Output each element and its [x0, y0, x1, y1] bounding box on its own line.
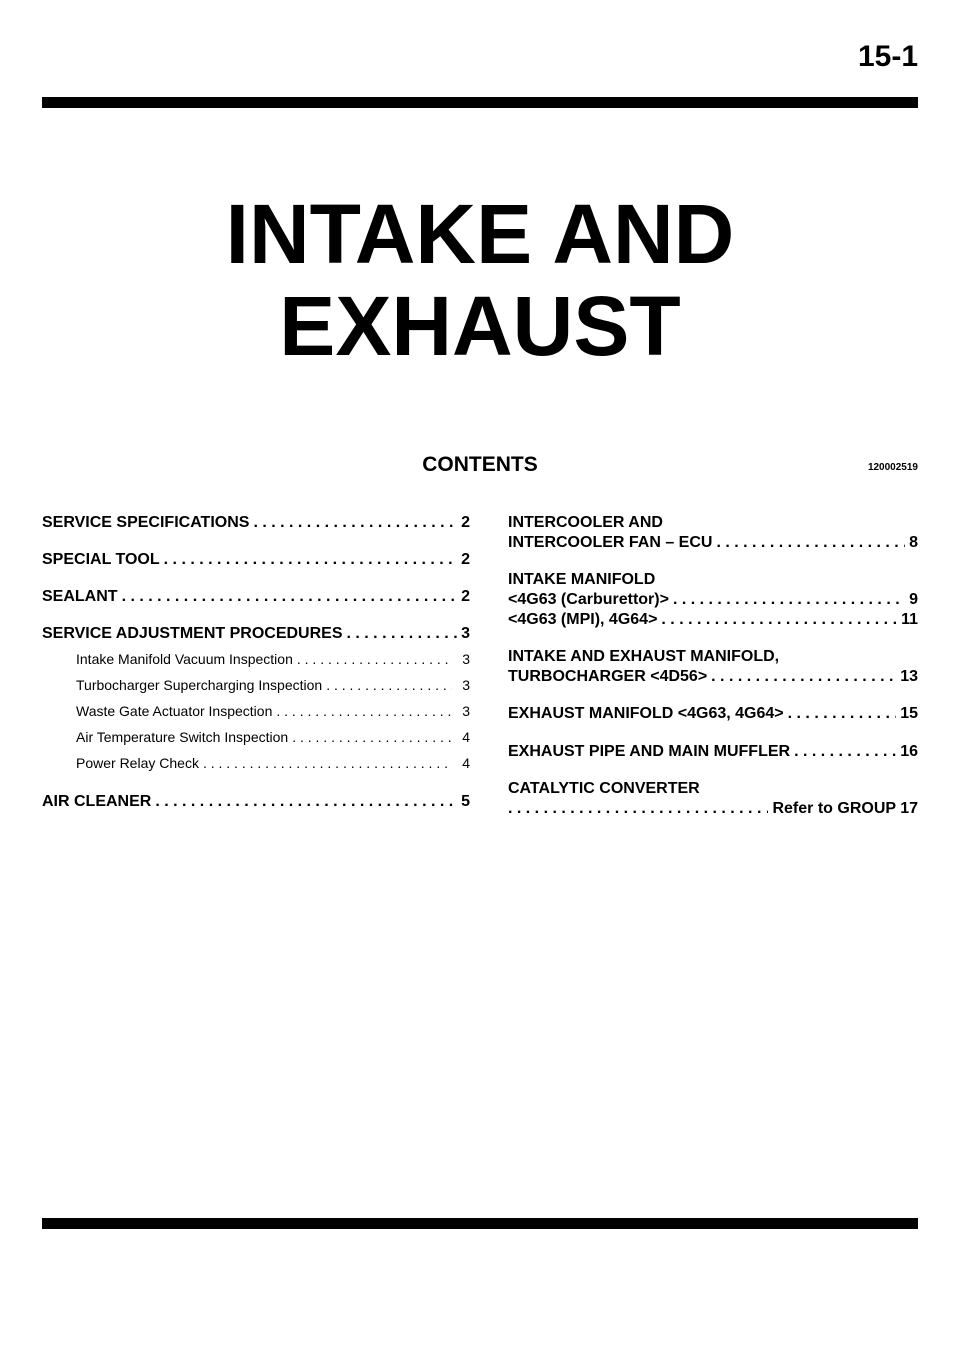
toc-entry-label: Air Temperature Switch Inspection: [76, 729, 289, 745]
toc-entry-intercooler[interactable]: [508, 513, 918, 553]
toc-entry-label: INTAKE AND EXHAUST MANIFOLD,: [508, 648, 780, 665]
bottom-rule: [42, 1218, 918, 1229]
toc-entry-label: Power Relay Check: [76, 755, 199, 771]
toc-entry-air-cleaner[interactable]: [42, 792, 470, 812]
toc-leader: [716, 533, 905, 553]
toc-subentry-power-relay-check[interactable]: [42, 754, 470, 772]
toc-page-number: 3: [462, 677, 470, 693]
toc-page-number: 3: [462, 703, 470, 719]
toc-leader: [794, 742, 896, 762]
toc-entry-label: Intake Manifold Vacuum Inspection: [76, 651, 293, 667]
toc-entry-label: CATALYTIC CONVERTER: [508, 780, 700, 797]
toc-entry-label: SERVICE SPECIFICATIONS: [42, 514, 250, 531]
toc-subentry-waste-gate-inspection[interactable]: [42, 702, 470, 720]
toc-entry-label: INTAKE MANIFOLD: [508, 571, 656, 588]
toc-right-column: [508, 513, 918, 819]
toc-page-number: 2: [461, 588, 470, 605]
toc-page-number: 15: [900, 705, 918, 722]
toc-leader: [292, 728, 452, 746]
toc-entry-label: <4G63 (Carburettor)>: [508, 591, 669, 608]
toc-subentry-mpi[interactable]: [508, 610, 918, 630]
toc-entry-catalytic-converter[interactable]: [508, 779, 918, 819]
toc-leader: [164, 550, 457, 570]
toc-entry-sealant[interactable]: [42, 587, 470, 607]
toc-entry-label: TURBOCHARGER <4D56>: [508, 668, 708, 685]
toc-leader: [276, 702, 452, 720]
toc-leader: [297, 650, 452, 668]
toc-leader: [253, 513, 457, 533]
toc-left-column: [42, 513, 470, 812]
toc-leader: [673, 590, 905, 610]
toc-page-number: 3: [461, 625, 470, 642]
toc-page-number: 11: [901, 611, 918, 628]
toc-entry-intake-manifold[interactable]: [508, 570, 918, 630]
toc-entry-label: EXHAUST PIPE AND MAIN MUFFLER: [508, 743, 791, 760]
toc-leader: [155, 792, 457, 812]
toc-entry-label: EXHAUST MANIFOLD <4G63, 4G64>: [508, 705, 784, 722]
toc-leader: [508, 799, 768, 819]
toc-entry-label: AIR CLEANER: [42, 793, 152, 810]
toc-entry-label: SPECIAL TOOL: [42, 551, 160, 568]
toc-leader: [661, 610, 897, 630]
toc-leader: [203, 754, 452, 772]
toc-entry-intake-exhaust-manifold[interactable]: [508, 647, 918, 687]
toc-page-number: 5: [461, 793, 470, 810]
toc-leader: [326, 676, 452, 694]
toc-leader: [788, 704, 897, 724]
toc-entry-label: INTERCOOLER FAN – ECU: [508, 534, 713, 551]
toc-page-number: 8: [909, 534, 918, 551]
toc-entry-special-tool[interactable]: [42, 550, 470, 570]
toc-entry-exhaust-pipe[interactable]: [508, 742, 918, 762]
toc-subentry-supercharging-inspection[interactable]: [42, 676, 470, 694]
toc-leader: [122, 587, 458, 607]
toc-leader: [347, 624, 458, 644]
contents-heading: CONTENTS: [422, 453, 538, 476]
toc-page-number: 16: [900, 743, 918, 760]
title-line-2: EXHAUST: [279, 279, 681, 373]
toc-page-number: 3: [462, 651, 470, 667]
toc-entry-label: <4G63 (MPI), 4G64>: [508, 611, 658, 628]
toc-entry-label: SEALANT: [42, 588, 118, 605]
toc-entry-label: Waste Gate Actuator Inspection: [76, 703, 273, 719]
title-line-1: INTAKE AND: [225, 187, 735, 281]
toc-page-number: 4: [462, 729, 470, 745]
toc-entry-service-specifications[interactable]: [42, 513, 470, 533]
toc-subentry-air-temperature-inspection[interactable]: [42, 728, 470, 746]
toc-entry-label: Turbocharger Supercharging Inspection: [76, 677, 323, 693]
toc-page-number: 13: [900, 668, 918, 685]
page-title: [0, 188, 960, 372]
toc-reference: Refer to GROUP 17: [772, 800, 918, 817]
toc-entry-label: SERVICE ADJUSTMENT PROCEDURES: [42, 625, 343, 642]
toc-entry-label: INTERCOOLER AND: [508, 514, 663, 531]
page-number: 15-1: [857, 40, 918, 73]
document-code: 120002519: [867, 462, 918, 473]
toc-page-number: 9: [909, 591, 918, 608]
toc-page-number: 2: [461, 514, 470, 531]
toc-subentry-vacuum-inspection[interactable]: [42, 650, 470, 668]
toc-leader: [711, 667, 896, 687]
toc-entry-exhaust-manifold[interactable]: [508, 704, 918, 724]
toc-entry-service-adjustment[interactable]: [42, 624, 470, 644]
toc-page-number: 4: [462, 755, 470, 771]
toc-page-number: 2: [461, 551, 470, 568]
top-rule: [42, 97, 918, 108]
toc-subentry-carburettor[interactable]: [508, 590, 918, 610]
